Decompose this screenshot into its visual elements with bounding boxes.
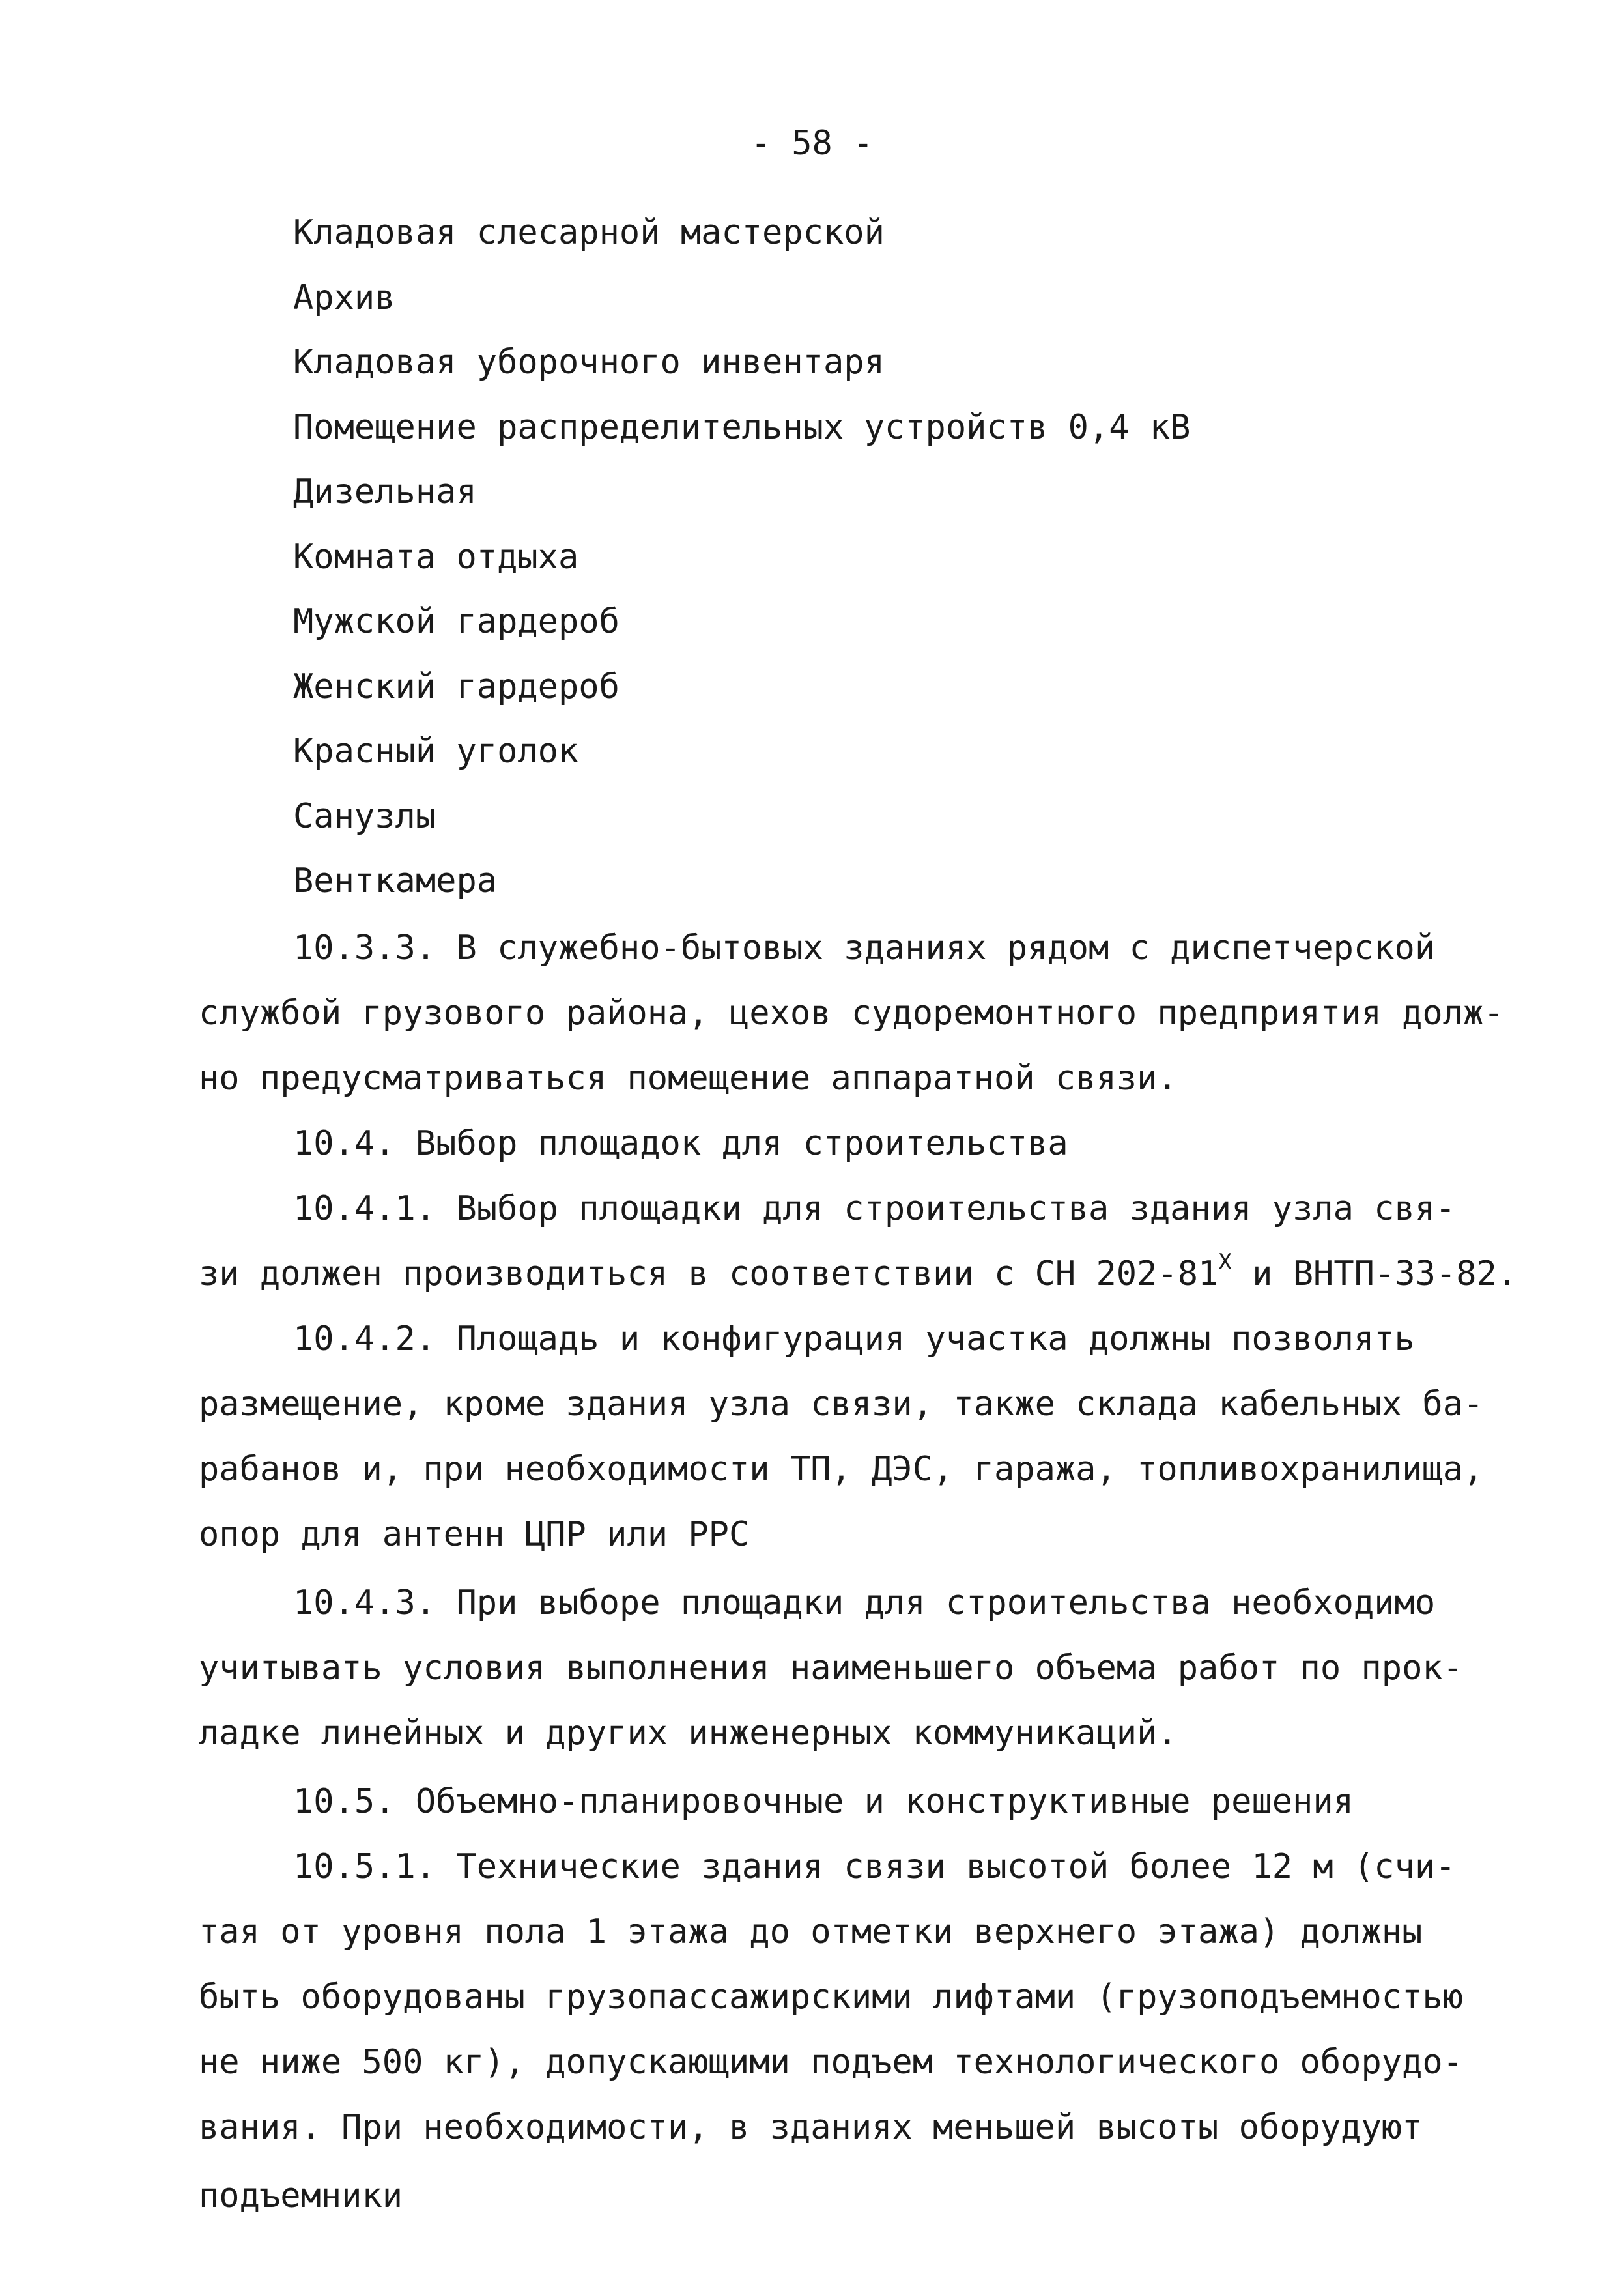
paragraph-10-5-1-line: 10.5.1. Технические здания связи высотой более 12 м (счи- [293,1847,1456,1886]
list-item: Красный уголок [293,732,579,771]
section-heading-10-5: 10.5. Объемно-планировочные и конструктивные решения [293,1782,1354,1821]
paragraph-10-4-3-line: учитывать условия выполнения наименьшего объема работ по прок- [199,1649,1464,1688]
page-number: - 58 - [750,124,874,163]
paragraph-10-4-1-line: 10.4.1. Выбор площадки для строительства здания узла свя- [293,1189,1456,1228]
paragraph-10-3-3-line: 10.3.3. В служебно-бытовых зданиях рядом с диспетчерской [293,929,1436,968]
paragraph-10-3-3-line: службой грузового района, цехов судоремонтного предприятия долж- [199,994,1504,1033]
paragraph-10-4-1-text: зи должен производиться в соответствии с СН 202-81 [199,1254,1219,1293]
section-heading-10-4: 10.4. Выбор площадок для строительства [293,1124,1068,1163]
superscript-mark: Х [1218,1249,1232,1275]
list-item: Женский гардероб [293,667,620,706]
paragraph-10-4-3-line: 10.4.3. При выборе площадки для строительства необходимо [293,1583,1436,1622]
list-item: Мужской гардероб [293,602,620,641]
list-item: Кладовая слесарной мастерской [293,213,885,252]
list-item: Санузлы [293,796,436,836]
paragraph-10-4-2-line: опор для антенн ЦПР или PPC [199,1515,750,1554]
list-item: Кладовая уборочного инвентаря [293,343,885,382]
paragraph-10-5-1-line: не ниже 500 кг), допускающими подъем технологического оборудо- [199,2043,1464,2082]
list-item: Архив [293,278,395,317]
list-item: Дизельная [293,472,477,512]
paragraph-10-5-1-line: быть оборудованы грузопассажирскими лифтами (грузоподъемностью [199,1978,1464,2017]
list-item: Венткамера [293,861,498,901]
paragraph-10-4-1-line [199,1241,1517,1306]
room-list [293,201,1191,914]
paragraph-10-5-1-line: тая от уровня пола 1 этажа до отметки верхнего этажа) должны [199,1912,1423,1952]
list-item: Комната отдыха [293,537,579,577]
list-item: Помещение распределительных устройств 0,4 кВ [293,407,1191,447]
paragraph-10-5-1-line: подъемники [199,2176,403,2215]
paragraph-10-5-1-line: вания. При необходимости, в зданиях меньшей высоты оборудуют [199,2108,1423,2147]
paragraph-10-3-3-line: но предусматриваться помещение аппаратной связи. [199,1059,1178,1098]
paragraph-10-4-1-text: и ВНТП-33-82. [1231,1254,1518,1293]
paragraph-10-4-2-line: 10.4.2. Площадь и конфигурация участка должны позволять [293,1319,1415,1359]
paragraph-10-4-2-line: размещение, кроме здания узла связи, также склада кабельных ба- [199,1385,1484,1424]
paragraph-10-4-2-line: рабанов и, при необходимости ТП, ДЭС, гаража, топливохранилища, [199,1450,1484,1489]
paragraph-10-4-3-line: ладке линейных и других инженерных коммуникаций. [199,1714,1178,1753]
